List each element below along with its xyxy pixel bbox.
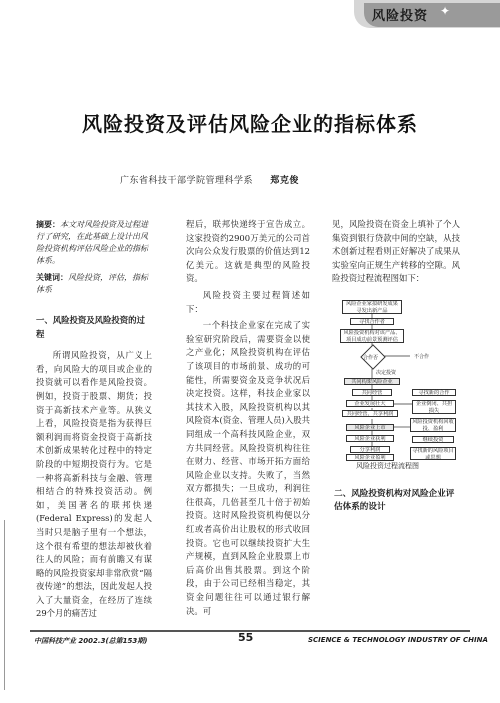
flow-node: 寻找新的合作 — [412, 389, 456, 396]
flow-node: 风险企业上市 — [346, 424, 394, 431]
abstract-text: 本文对风险投资及过程进行了研究，在此基础上设计出风险投资机构评估风险企业的指标体系。 — [36, 220, 148, 265]
flow-node: 风险企业盈利 — [346, 454, 394, 461]
paragraph: 所谓风险投资，从广义上看，向风险大的项目或企业的投资就可以看作是风险投资。例如，投资于股票、期货；投资于高新技术产业等。从狭义上看，风险投资是指为获得巨额利润而将资金投资于高新技术创新成果转化过程中的特定阶段的中短期投资行为。它是一种将高新科技与金融、管理相结合的特殊投资活动。例如，美国著名的联邦快递(Federal Express)的发起人当时只是脑子里有一个想法，这个很有希望的想法却被伙着往人的风险；而有前瞻又有谋略的风险投资家却非常欣赏“隔夜传递”的想法，因此发起人投入了大量资金，在经历了连续29个月的痛苦过 — [36, 350, 152, 619]
paragraph: 见，风险投资在资金上填补了个人集资到银行贷款中间的空缺，从技术创新过程看则正好解决了成果从实验室向正规生产转移的空隙。风险投资过程流程图如下： — [332, 219, 460, 284]
flow-node: 风险投资机构对该产品、项目成功前景预测评估 — [340, 329, 404, 343]
flow-node: 风险投资机构回收投、盈利 — [410, 418, 456, 432]
paragraph: 一个科技企业家在完成了实验室研究阶段后，需要资金以使之产业化；风险投资机构在评估了该项目的市场前景、成功的可能性，所需要资金及竞争状况后决定投资。这样，科技企业家以其技术入股，风险投资机构以其风险资本(资金、管理人员)入股共同组成一个高科技风险企业，双方共同经营。风险投资机构往往在财力、经营、市场开拓方面给风险企业以支持。失败了，当然双方都损失；一旦成功，利润往往很高，几倍甚至几十倍于初始投资。这时风险投资机构便以分红或者高价出让股权的形式收回投资。它也可以继续投资扩大生产规模，直到风险企业股票上市后高价出售其股票。到这个阶段，由于公司已经相当稳定，其资金问题往往可以通过银行解决。可 — [186, 320, 310, 616]
flow-node: 分享利润 — [350, 446, 390, 453]
flow-node: 寻找新的风险项目或思想 — [410, 447, 456, 460]
keywords-text: 风险投资，评估，指标体系 — [36, 273, 148, 294]
section-1-heading: 一、风险投资及风险投资的过程 — [36, 315, 145, 339]
footer-journal-en: SCIENCE & TECHNOLOGY INDUSTRY OF CHINA — [308, 636, 488, 644]
section-2-heading: 二、风险投资机构对风险企业评估体系的设计 — [334, 489, 455, 512]
page-number: 55 — [238, 631, 254, 644]
yes-label: 决定投资 — [376, 370, 397, 376]
flow-node: 企业倒闭、共担损失 — [412, 400, 456, 414]
flow-node: 共同经营，共享利润 — [342, 410, 398, 417]
flowchart-caption: 风险投资过程流程图 — [356, 462, 419, 470]
flow-node: 共同构架风险企业 — [344, 378, 400, 385]
section-label: 风险投资 — [372, 9, 429, 24]
paragraph: 程后，联邦快递终于宣告成立。这家投资约2900万美元的公司首次向公众发行股票的价值达到12亿美元。这就是典型的风险投资。 — [186, 219, 310, 284]
abstract — [36, 218, 152, 267]
flowchart — [332, 300, 460, 460]
paragraph: 风险投资主要过程简述如下： — [186, 289, 310, 314]
byline — [120, 173, 299, 186]
scan-margin-line — [4, 520, 5, 690]
author: 郑克俊 — [270, 176, 299, 186]
sparkle-icon: ✦ — [440, 4, 451, 18]
keywords-label: 关键词： — [36, 272, 68, 282]
flow-node: 继续投资 — [412, 436, 454, 443]
decision-label: 合作否 — [363, 355, 379, 361]
flow-node: 共同经营 — [352, 389, 392, 396]
flow-node: 风险企业获利 — [346, 435, 394, 442]
flow-node: 寻找合作者 — [350, 318, 394, 325]
no-label: 不合作 — [414, 354, 430, 360]
flow-node: 企业发展壮大 — [346, 400, 394, 407]
article-title: 风险投资及评估风险企业的指标体系 — [82, 112, 418, 136]
keywords — [36, 271, 152, 296]
flow-node: 风险企业家拟研发成果寻发出新产品 — [342, 300, 402, 314]
abstract-label: 摘要： — [36, 219, 60, 229]
column-2 — [186, 218, 310, 621]
column-1 — [36, 218, 152, 624]
column-3 — [332, 218, 460, 289]
affiliation: 广东省科技干部学院管理科学系 — [120, 176, 254, 186]
footer-journal: 中国科技产业 2002.3(总第153期) — [34, 637, 148, 645]
